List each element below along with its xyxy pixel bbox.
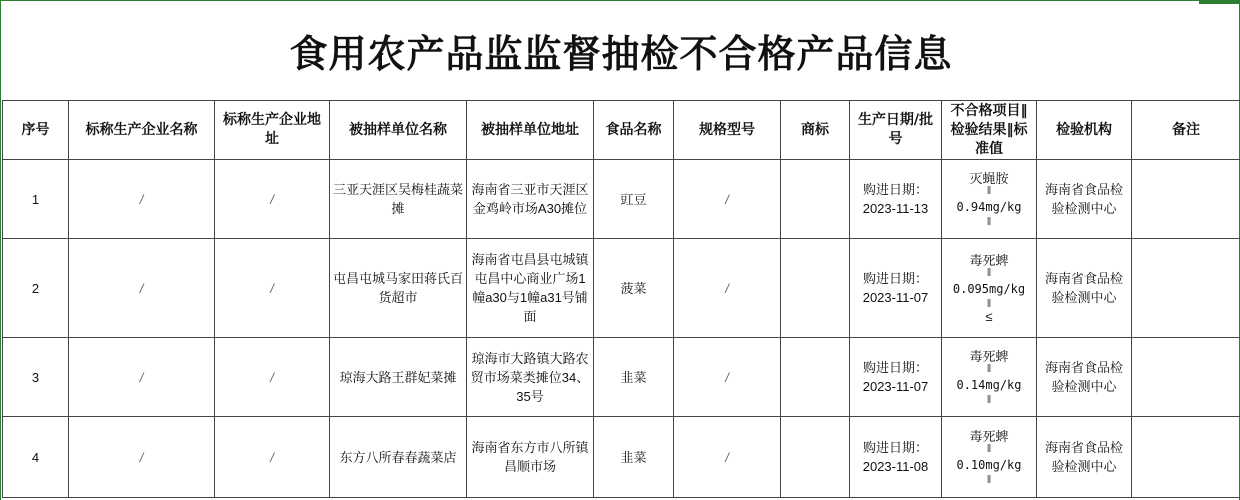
cell-brand[interactable] [781, 338, 850, 417]
separator-mark: ‖ [986, 297, 992, 310]
header-seq[interactable]: 序号 [3, 101, 69, 160]
cell-food-name[interactable]: 韭菜 [594, 417, 674, 498]
cell-seq[interactable]: 1 [3, 160, 69, 239]
cell-sampled-unit[interactable]: 东方八所春春蔬菜店 [330, 417, 467, 498]
fail-item-name: 毒死蜱 [969, 252, 1009, 268]
cell-agency[interactable]: 海南省食品检验检测中心 [1037, 417, 1132, 498]
cell-seq[interactable]: 4 [3, 417, 69, 498]
cell-food-name[interactable]: 豇豆 [594, 160, 674, 239]
table-row [3, 417, 1240, 498]
header-fail-items[interactable]: 不合格项目‖检验结果‖标准值 [942, 101, 1037, 160]
cell-producer-name[interactable]: / [69, 160, 215, 239]
cell-seq[interactable]: 2 [3, 239, 69, 338]
cell-producer-name[interactable]: / [69, 239, 215, 338]
page-title: 食用农产品监监督抽检不合格产品信息 [289, 31, 953, 76]
cell-prod-date[interactable]: 购进日期：2023-11-07 [850, 239, 942, 338]
header-brand[interactable]: 商标 [781, 101, 850, 160]
cell-producer-address[interactable]: / [215, 338, 330, 417]
cell-prod-date[interactable]: 购进日期：2023-11-13 [850, 160, 942, 239]
cell-remarks[interactable] [1132, 160, 1240, 239]
header-row [3, 101, 1240, 160]
header-producer-address[interactable]: 标称生产企业地址 [215, 101, 330, 160]
cell-sampled-unit[interactable]: 三亚天涯区吴梅桂蔬菜摊 [330, 160, 467, 239]
cell-producer-name[interactable]: / [69, 338, 215, 417]
table-row [3, 160, 1240, 239]
cell-brand[interactable] [781, 239, 850, 338]
header-agency[interactable]: 检验机构 [1037, 101, 1132, 160]
result-value: 0.10mg/kg [956, 457, 1022, 472]
header-sampled-address[interactable]: 被抽样单位地址 [467, 101, 594, 160]
cell-fail-items[interactable] [942, 160, 1037, 239]
cell-agency[interactable]: 海南省食品检验检测中心 [1037, 160, 1132, 239]
cell-agency[interactable]: 海南省食品检验检测中心 [1037, 239, 1132, 338]
separator-mark: ‖ [986, 473, 992, 486]
cell-sampled-address[interactable]: 琼海市大路镇大路农贸市场菜类摊位34、35号 [467, 338, 594, 417]
table-row [3, 338, 1240, 417]
cell-prod-date[interactable]: 购进日期：2023-11-07 [850, 338, 942, 417]
header-food-name[interactable]: 食品名称 [594, 101, 674, 160]
separator-mark: ‖ [986, 184, 992, 197]
fail-item-name: 毒死蜱 [969, 428, 1009, 444]
result-value: 0.095mg/kg [952, 281, 1026, 296]
cell-sampled-unit[interactable]: 屯昌屯城马家田蒋氏百货超市 [330, 239, 467, 338]
cell-remarks[interactable] [1132, 417, 1240, 498]
standard-compare: ≤ [985, 308, 993, 324]
cell-seq[interactable]: 3 [3, 338, 69, 417]
cell-prod-date[interactable]: 购进日期：2023-11-08 [850, 417, 942, 498]
cell-sampled-unit[interactable]: 琼海大路王群妃菜摊 [330, 338, 467, 417]
cell-producer-address[interactable]: / [215, 417, 330, 498]
header-remarks[interactable]: 备注 [1132, 101, 1240, 160]
cell-fail-items[interactable] [942, 338, 1037, 417]
cell-brand[interactable] [781, 160, 850, 239]
separator-mark: ‖ [986, 393, 992, 406]
header-sampled-unit[interactable]: 被抽样单位名称 [330, 101, 467, 160]
cell-producer-address[interactable]: / [215, 160, 330, 239]
inspection-table [2, 100, 1240, 498]
cell-food-name[interactable]: 菠菜 [594, 239, 674, 338]
cell-producer-address[interactable]: / [215, 239, 330, 338]
header-spec[interactable]: 规格型号 [674, 101, 781, 160]
table-row [3, 239, 1240, 338]
result-value: 0.94mg/kg [956, 199, 1022, 214]
cell-remarks[interactable] [1132, 239, 1240, 338]
cell-sampled-address[interactable]: 海南省东方市八所镇昌顺市场 [467, 417, 594, 498]
result-value: 0.14mg/kg [956, 377, 1022, 392]
cell-spec[interactable]: / [674, 338, 781, 417]
cell-agency[interactable]: 海南省食品检验检测中心 [1037, 338, 1132, 417]
cell-fail-items[interactable] [942, 239, 1037, 338]
header-prod-date[interactable]: 生产日期/批号 [850, 101, 942, 160]
separator-mark: ‖ [986, 442, 992, 455]
cell-spec[interactable]: / [674, 239, 781, 338]
cell-producer-name[interactable]: / [69, 417, 215, 498]
separator-mark: ‖ [986, 266, 992, 279]
cell-brand[interactable] [781, 417, 850, 498]
fail-item-name: 灭蝇胺 [969, 170, 1009, 186]
separator-mark: ‖ [986, 215, 992, 228]
cell-food-name[interactable]: 韭菜 [594, 338, 674, 417]
cell-fail-items[interactable] [942, 417, 1037, 498]
cell-spec[interactable]: / [674, 160, 781, 239]
header-producer-name[interactable]: 标称生产企业名称 [69, 101, 215, 160]
cell-sampled-address[interactable]: 海南省屯昌县屯城镇屯昌中心商业广场1幢a30与1幢a31号铺面 [467, 239, 594, 338]
cell-spec[interactable]: / [674, 417, 781, 498]
cell-remarks[interactable] [1132, 338, 1240, 417]
cell-sampled-address[interactable]: 海南省三亚市天涯区金鸡岭市场A30摊位 [467, 160, 594, 239]
fail-item-name: 毒死蜱 [969, 348, 1009, 364]
separator-mark: ‖ [986, 362, 992, 375]
